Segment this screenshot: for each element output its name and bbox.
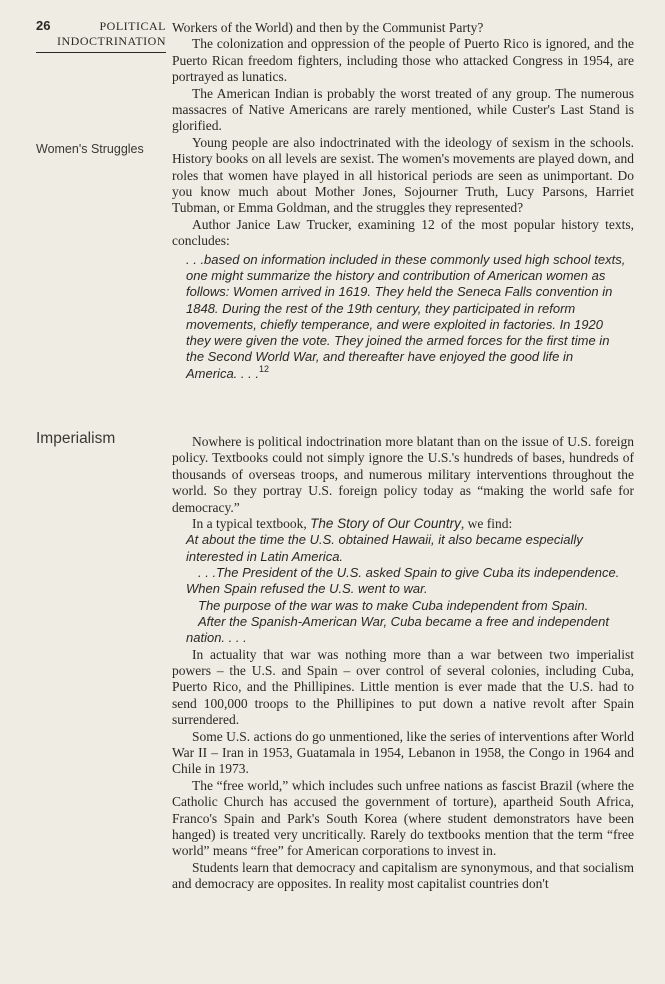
running-header-line-2: INDOCTRINATION xyxy=(57,34,166,48)
block-quote xyxy=(186,532,634,646)
paragraph: Some U.S. actions do go unmentioned, like the series of interventions after World War II – Iran in 1953, Guatamala in 1954, Lebanon in 1958, the Congo in 1964 and Chile in 1973. xyxy=(172,728,634,777)
paragraph: Author Janice Law Trucker, examining 12 of the most popular history texts, concludes: xyxy=(172,216,634,249)
paragraph: Students learn that democracy and capitalism are synonymous, and that socialism and democracy are opposites. In reality most capitalist countries don't xyxy=(172,859,634,892)
paragraph: In actuality that war was nothing more than a war between two imperialist powers – the U.S. and Spain – over control of several colonies, including Cuba, Puerto Rico, and the Phillipines. Little mention is ever made that the U.S. had to send 100,000 troops to the Phillipines to put down a native revolt after Spain surrendered. xyxy=(172,646,634,728)
running-header-line-1: POLITICAL xyxy=(99,19,166,33)
quote-paragraph: After the Spanish-American War, Cuba became a free and independent nation. . . . xyxy=(186,613,609,646)
running-header xyxy=(36,19,166,53)
body-text-upper xyxy=(172,20,634,382)
book-title: The Story of Our Country xyxy=(310,516,461,532)
quote-paragraph: . . .The President of the U.S. asked Spain to give Cuba its independence. When Spain refused the U.S. went to war. xyxy=(186,565,620,597)
paragraph: Nowhere is political indoctrination more blatant than on the issue of U.S. foreign policy. Textbooks could not simply ignore the U.S.'s hundreds of bases, hundreds of thousands of overseas troops, and numerous military interventions throughout the world. So they portray U.S. foreign policy today as “making the world safe for democracy.” xyxy=(172,434,634,515)
paragraph: The “free world,” which includes such unfree nations as fascist Brazil (where the Catholic Church has accused the government of torture), apartheid South Africa, Franco's Spain and Park's South Korea (where student demonstrators have been hanged) is treated very uncritically. Rarely do textbooks mention that the term “free world” means “free” for American corporations to invest in. xyxy=(172,777,634,859)
quote-paragraph: The purpose of the war was to make Cuba independent from Spain. xyxy=(198,597,589,613)
quote-paragraph: At about the time the U.S. obtained Hawaii, it also became especially interested in Latin America. xyxy=(186,532,583,564)
page-number: 26 xyxy=(36,18,51,33)
paragraph: Young people are also indoctrinated with the ideology of sexism in the schools. History books on all levels are sexist. The women's movements are played down, and roles that women have played in all historical periods are seen as unimportant. Do you know much about Mother Jones, Sojourner Truth, Lucy Parsons, Harriet Tubman, or Emma Goldman, and the struggles they represented? xyxy=(172,134,634,216)
paragraph: In a typical textbook, The Story of Our Country, we find: xyxy=(192,516,513,532)
footnote-marker: 12 xyxy=(258,363,269,374)
paragraph: The colonization and oppression of the people of Puerto Rico is ignored, and the Puerto Rican freedom fighters, including those who attacked Congress in 1954, are portrayed as lunatics. xyxy=(172,36,634,85)
block-quote xyxy=(186,252,626,382)
body-text-lower xyxy=(172,434,634,893)
margin-note-imperialism: Imperialism xyxy=(36,430,116,447)
margin-note-womens-struggles: Women's Struggles xyxy=(36,142,144,156)
paragraph: Workers of the World) and then by the Communist Party? xyxy=(172,20,484,35)
paragraph: The American Indian is probably the worst treated of any group. The numerous massacres of Native Americans are rarely mentioned, while Custer's Last Stand is glorified. xyxy=(172,85,634,134)
quote-text: . . .based on information included in these commonly used high school texts, one might summarize the history and contribution of American women as follows: Women arrived in 1619. They held the Seneca Falls convention in 1848. During the rest of the 19th century, they participated in reform movements, chiefly temperance, and were exploited in factories. In 1920 they were given the vote. They joined the armed forces for the first time in the Second World War, and thereafter have enjoyed the good life in America. . . . xyxy=(186,251,626,381)
